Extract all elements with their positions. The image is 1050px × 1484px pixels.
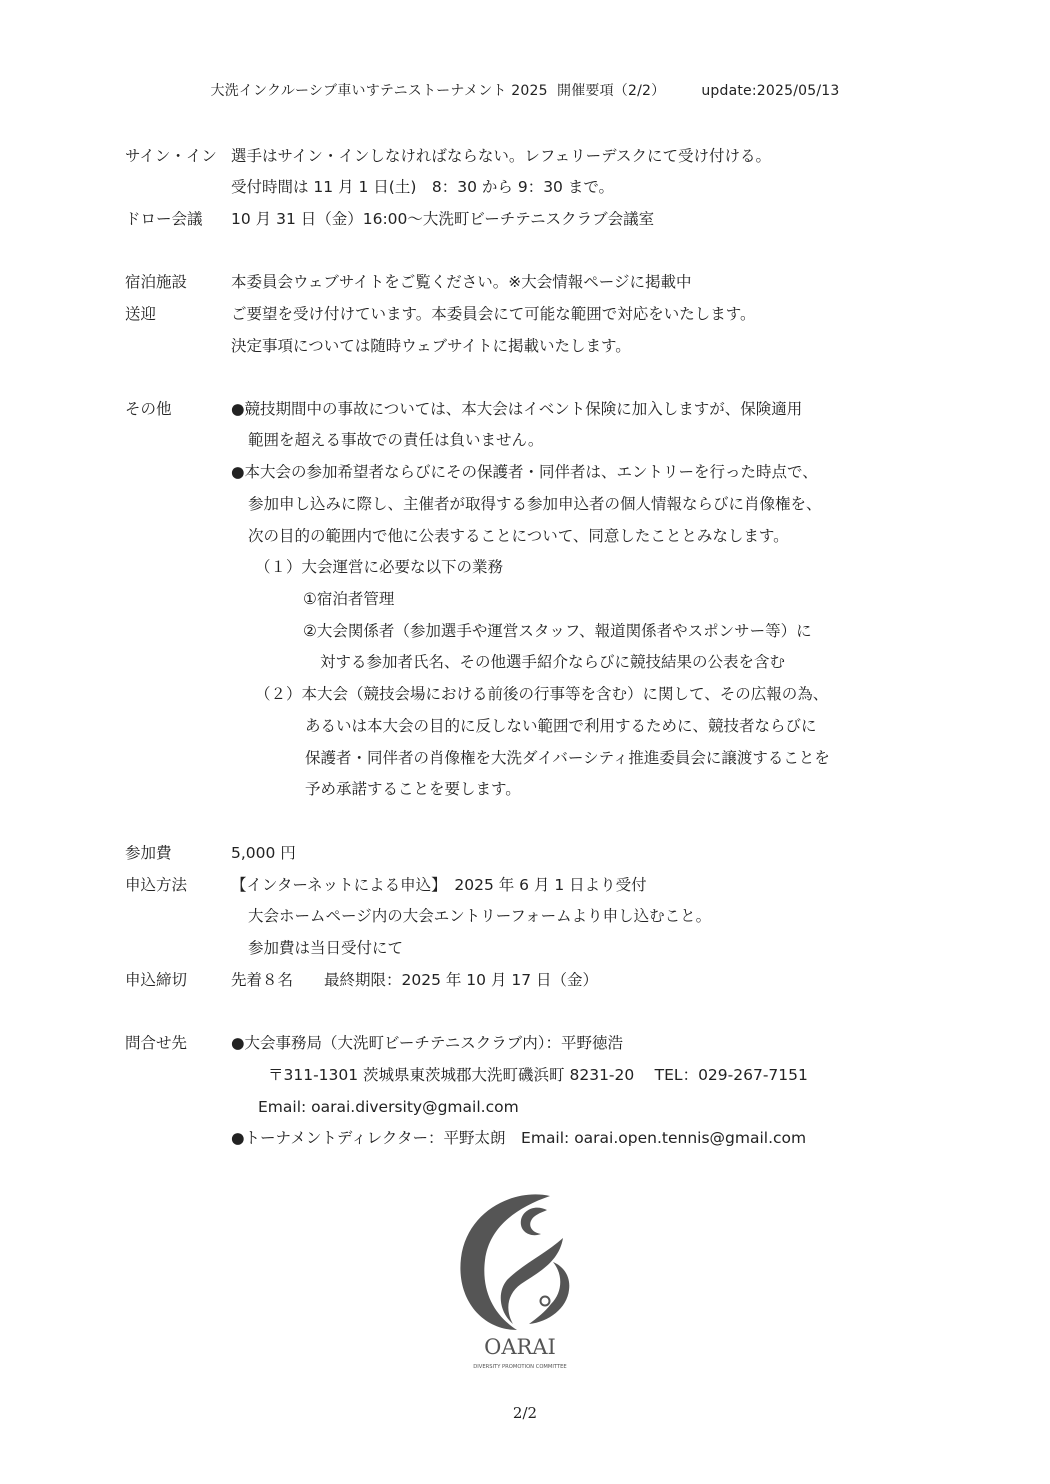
transport-label: 送迎 <box>125 305 157 323</box>
other-bullet-1-line-1: ●競技期間中の事故については、本大会はイベント保険に加入しますが、保険適用 <box>231 400 803 418</box>
lodging-text: 本委員会ウェブサイトをご覧ください。※大会情報ページに掲載中 <box>231 273 692 291</box>
header-update-date: update:2025/05/13 <box>701 83 840 99</box>
oarai-logo-emblem-icon <box>445 1188 595 1373</box>
contact-director: ●トーナメントディレクター：平野太朗 Email: oarai.open.tennis@gmail.com <box>231 1129 807 1147</box>
apply-text-3: 参加費は当日受付にて <box>248 939 404 957</box>
document-header <box>0 80 1050 100</box>
other-item-2-line-4: 予め承諾することを要します。 <box>305 780 521 798</box>
lodging-label: 宿泊施設 <box>125 273 188 291</box>
other-label: その他 <box>125 400 172 418</box>
logo-name: OARAI <box>484 1335 556 1359</box>
apply-label: 申込方法 <box>125 876 188 894</box>
fee-label: 参加費 <box>125 844 172 862</box>
other-item-1-a: ①宿泊者管理 <box>303 590 395 608</box>
oarai-logo <box>445 1188 595 1373</box>
transport-text-2: 決定事項については随時ウェブサイトに掲載いたします。 <box>231 337 631 355</box>
other-item-2-line-3: 保護者・同伴者の肖像権を大洗ダイバーシティ推進委員会に譲渡することを <box>305 749 830 767</box>
other-bullet-2-line-1: ●本大会の参加希望者ならびにその保護者・同伴者は、エントリーを行った時点で、 <box>231 463 818 481</box>
signin-text-2: 受付時間は 11 月 1 日(土) 8：30 から 9：30 まで。 <box>231 178 615 196</box>
apply-text-1: 【インターネットによる申込】 2025 年 6 月 1 日より受付 <box>231 876 647 894</box>
other-bullet-2-line-2: 参加申し込みに際し、主催者が取得する参加申込者の個人情報ならびに肖像権を、 <box>248 495 822 513</box>
header-title: 大洗インクルーシブ車いすテニストーナメント 2025 開催要項（2/2） <box>210 83 666 99</box>
contact-email[interactable]: Email: oarai.diversity@gmail.com <box>258 1098 519 1116</box>
other-item-1-b-line-2: 対する参加者氏名、その他選手紹介ならびに競技結果の公表を含む <box>320 653 786 671</box>
signin-text-1: 選手はサイン・インしなければならない。レフェリーデスクにて受け付ける。 <box>231 147 772 165</box>
contact-address: 〒311-1301 茨城県東茨城郡大洗町磯浜町 8231-20 TEL：029-267-7151 <box>268 1066 808 1084</box>
contact-label: 問合せ先 <box>125 1034 188 1052</box>
contact-office: ●大会事務局（大洗町ビーチテニスクラブ内）：平野徳浩 <box>231 1034 624 1052</box>
other-bullet-2-line-3: 次の目的の範囲内で他に公表することについて、同意したこととみなします。 <box>248 527 789 545</box>
other-item-1: （１）大会運営に必要な以下の業務 <box>255 558 504 576</box>
draw-text: 10 月 31 日（金）16:00～大洗町ビーチテニスクラブ会議室 <box>231 210 655 228</box>
draw-label: ドロー会議 <box>125 210 203 228</box>
deadline-text: 先着８名 最終期限：2025 年 10 月 17 日（金） <box>231 971 599 989</box>
other-item-1-b-line-1: ②大会関係者（参加選手や運営スタッフ、報道関係者やスポンサー等）に <box>303 622 812 640</box>
other-item-2-line-1: （２）本大会（競技会場における前後の行事等を含む）に関して、その広報の為、 <box>255 685 829 703</box>
other-bullet-1-line-2: 範囲を超える事故での責任は負いません。 <box>248 431 544 449</box>
deadline-label: 申込締切 <box>125 971 188 989</box>
signin-label: サイン・イン <box>125 147 217 165</box>
page-number: 2/2 <box>512 1404 538 1422</box>
fee-text: 5,000 円 <box>231 844 296 862</box>
other-item-2-line-2: あるいは本大会の目的に反しない範囲で利用するために、競技者ならびに <box>305 717 817 735</box>
apply-text-2: 大会ホームページ内の大会エントリーフォームより申し込むこと。 <box>248 907 712 925</box>
logo-subtitle: DIVERSITY PROMOTION COMMITTEE <box>473 1364 567 1370</box>
transport-text-1: ご要望を受け付けています。本委員会にて可能な範囲で対応をいたします。 <box>231 305 756 323</box>
